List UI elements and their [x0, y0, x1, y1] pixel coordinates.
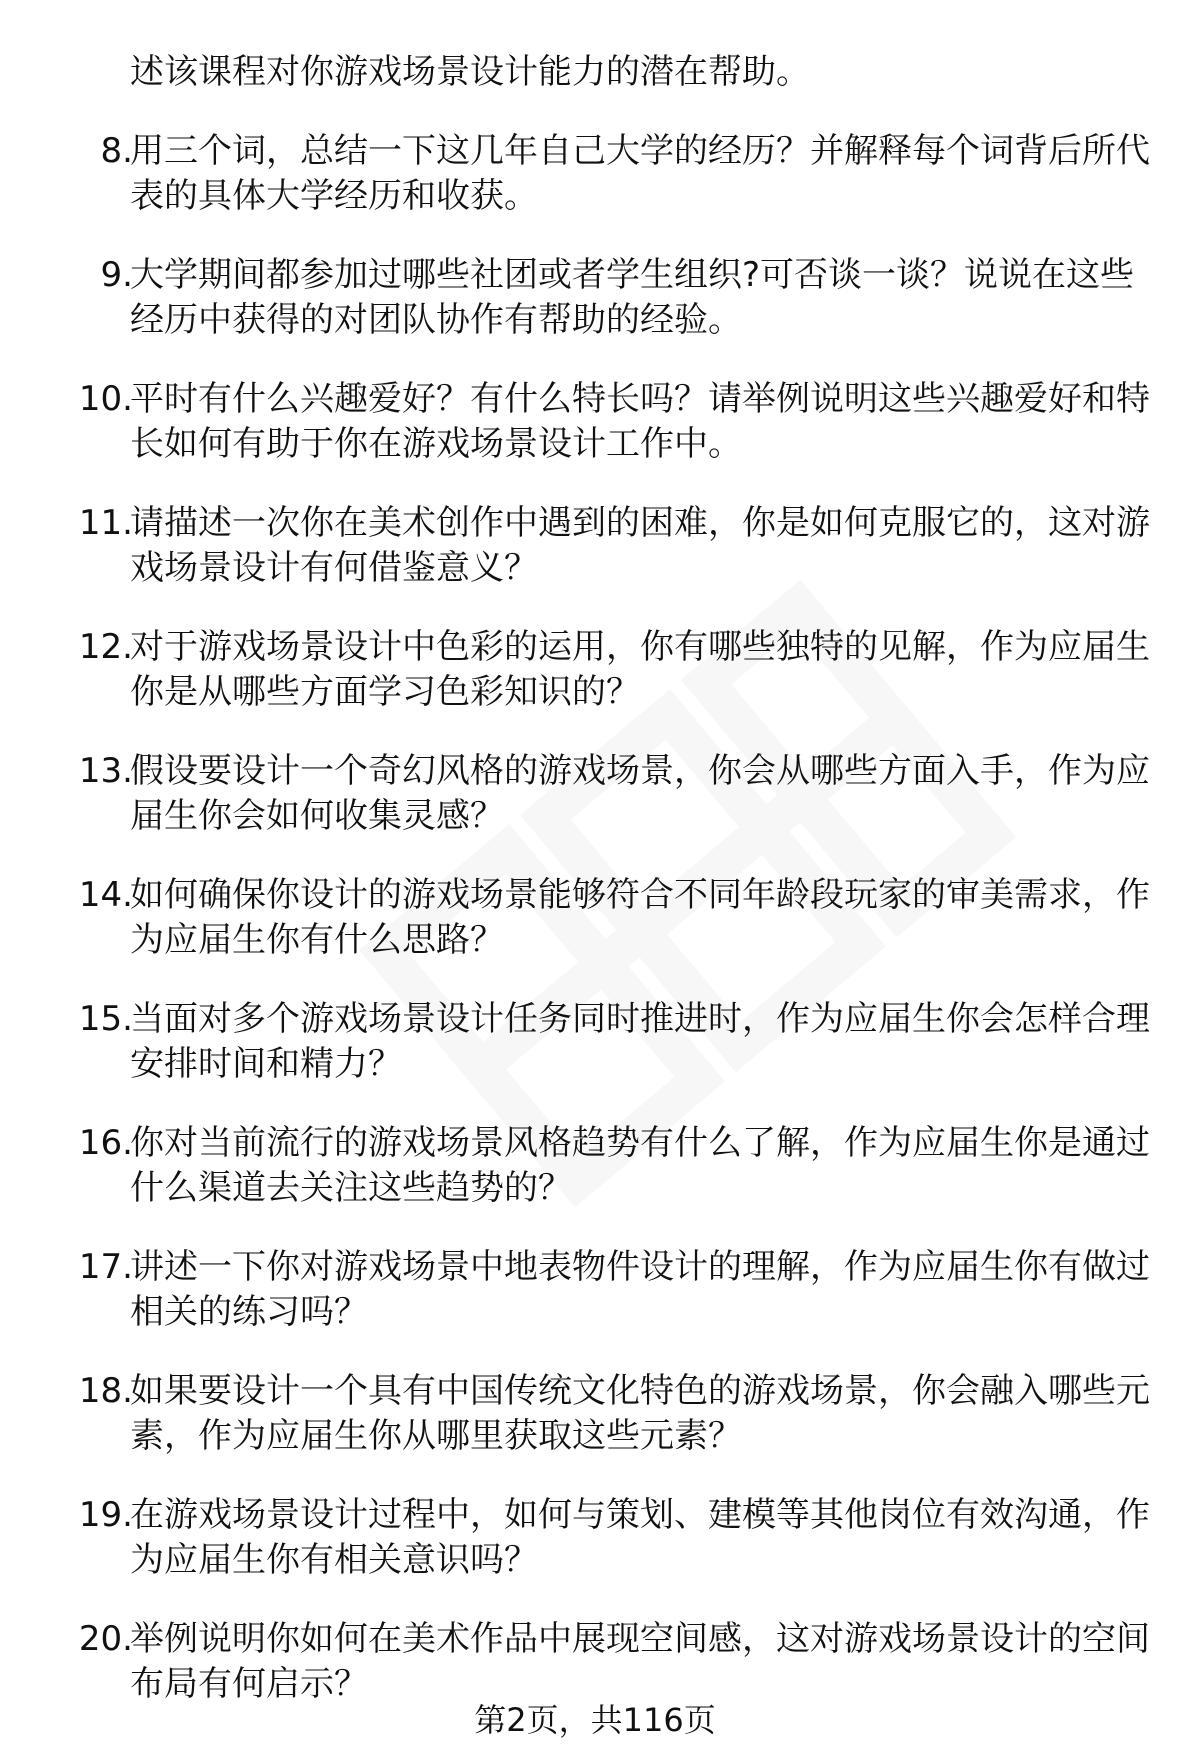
question-item	[0, 873, 1190, 997]
question-number: 16.	[78, 1123, 133, 1163]
page-footer	[0, 1700, 1190, 1740]
page-number-label: 第2页，共116页	[474, 1701, 716, 1739]
question-item	[0, 129, 1190, 253]
question-number: 13.	[78, 751, 133, 791]
question-text: 大学期间都参加过哪些社团或者学生组织?可否谈一谈？说说在这些经历中获得的对团队协作有帮助的经验。	[130, 255, 1135, 340]
question-item	[0, 1369, 1190, 1493]
question-item	[0, 749, 1190, 873]
continuation-text: 述该课程对你游戏场景设计能力的潜在帮助。	[130, 52, 810, 92]
question-number: 12.	[78, 627, 133, 667]
question-item	[0, 625, 1190, 749]
question-text: 用三个词，总结一下这几年自己大学的经历？并解释每个词背后所代表的具体大学经历和收获。	[130, 131, 1150, 216]
question-text: 平时有什么兴趣爱好？有什么特长吗？请举例说明这些兴趣爱好和特长如何有助于你在游戏场景设计工作中。	[130, 379, 1150, 464]
question-number: 20.	[78, 1619, 133, 1659]
question-number: 11.	[78, 503, 133, 543]
question-item	[0, 253, 1190, 377]
question-item	[0, 1493, 1190, 1617]
question-number: 10.	[78, 379, 133, 419]
question-number: 15.	[78, 999, 133, 1039]
question-number: 19.	[78, 1495, 133, 1535]
question-item	[0, 1121, 1190, 1245]
question-text: 如果要设计一个具有中国传统文化特色的游戏场景，你会融入哪些元素，作为应届生你从哪里获取这些元素？	[130, 1371, 1150, 1456]
question-text: 当面对多个游戏场景设计任务同时推进时，作为应届生你会怎样合理安排时间和精力？	[130, 999, 1150, 1084]
question-item	[0, 1245, 1190, 1369]
question-item	[0, 501, 1190, 625]
question-item	[0, 377, 1190, 501]
question-text: 请描述一次你在美术创作中遇到的困难，你是如何克服它的，这对游戏场景设计有何借鉴意义？	[130, 503, 1150, 588]
question-item	[0, 997, 1190, 1121]
question-text: 假设要设计一个奇幻风格的游戏场景，你会从哪些方面入手，作为应届生你会如何收集灵感？	[130, 751, 1150, 836]
question-number: 17.	[78, 1247, 133, 1287]
question-text: 讲述一下你对游戏场景中地表物件设计的理解，作为应届生你有做过相关的练习吗？	[130, 1247, 1150, 1332]
question-text: 对于游戏场景设计中色彩的运用，你有哪些独特的见解，作为应届生你是从哪些方面学习色彩知识的？	[130, 627, 1150, 712]
question-text: 你对当前流行的游戏场景风格趋势有什么了解，作为应届生你是通过什么渠道去关注这些趋势的？	[130, 1123, 1150, 1208]
question-list	[0, 129, 1190, 1741]
question-number: 18.	[78, 1371, 133, 1411]
question-text: 在游戏场景设计过程中，如何与策划、建模等其他岗位有效沟通，作为应届生你有相关意识吗？	[130, 1495, 1150, 1580]
question-text: 举例说明你如何在美术作品中展现空间感，这对游戏场景设计的空间布局有何启示？	[130, 1619, 1150, 1704]
question-number: 14.	[78, 875, 133, 915]
question-number: 8.	[100, 131, 133, 171]
question-number: 9.	[100, 255, 133, 295]
question-text: 如何确保你设计的游戏场景能够符合不同年龄段玩家的审美需求，作为应届生你有什么思路？	[130, 875, 1150, 960]
